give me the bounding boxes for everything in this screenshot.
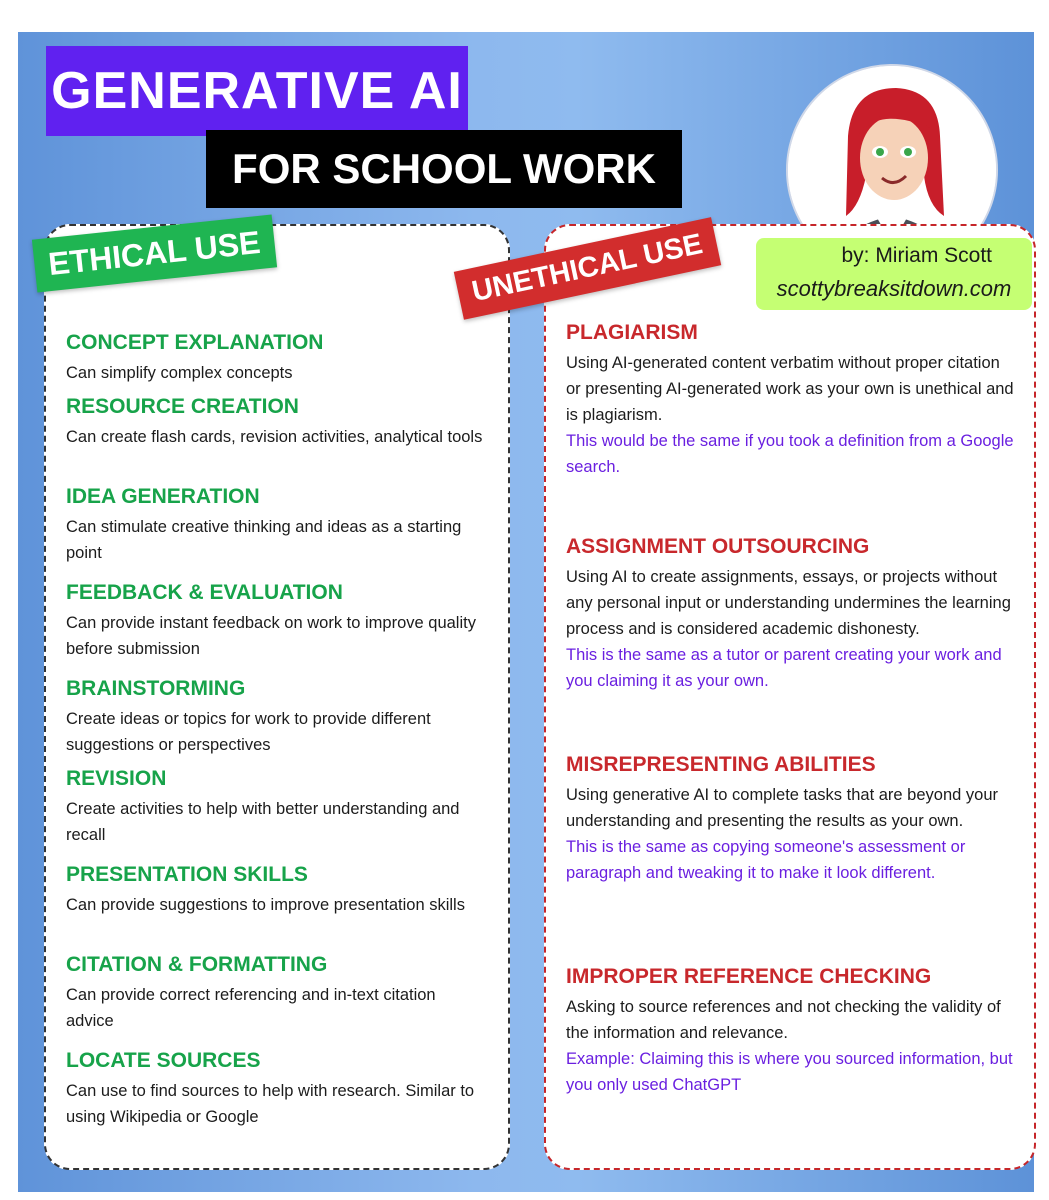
- item-heading: CITATION & FORMATTING: [66, 953, 328, 976]
- item-text: Can provide suggestions to improve presentation skills: [66, 896, 465, 914]
- list-item: [66, 676, 486, 766]
- item-text: Can simplify complex concepts: [66, 364, 293, 382]
- list-item: [66, 330, 486, 394]
- item-text: Using AI-generated content verbatim without proper citation or presenting AI-generated work as your own is unethical and is plagiarism.: [566, 354, 1014, 424]
- author-name: by: Miriam Scott: [841, 244, 992, 267]
- item-note: This would be the same if you took a definition from a Google search.: [566, 432, 1014, 476]
- list-item: [66, 394, 486, 484]
- item-heading: PRESENTATION SKILLS: [66, 863, 308, 886]
- item-note: This is the same as a tutor or parent creating your work and you claiming it as your own.: [566, 646, 1002, 690]
- item-heading: IMPROPER REFERENCE CHECKING: [566, 965, 932, 988]
- item-heading: LOCATE SOURCES: [66, 1049, 261, 1072]
- item-heading: ASSIGNMENT OUTSOURCING: [566, 535, 870, 558]
- item-heading: REVISION: [66, 767, 167, 790]
- list-item: [66, 862, 486, 952]
- item-text: Can provide correct referencing and in-text citation advice: [66, 986, 436, 1030]
- ethical-list: [66, 330, 486, 1138]
- item-text: Can use to find sources to help with research. Similar to using Wikipedia or Google: [66, 1082, 475, 1126]
- list-item: [566, 964, 1016, 1098]
- item-text: Using AI to create assignments, essays, or projects without any personal input or understanding undermines the learning process and is considered academic dishonesty.: [566, 568, 1011, 638]
- list-item: [566, 320, 1016, 534]
- list-item: [66, 484, 486, 580]
- item-heading: BRAINSTORMING: [66, 677, 246, 700]
- item-heading: FEEDBACK & EVALUATION: [66, 581, 343, 604]
- list-item: [66, 1048, 486, 1138]
- list-item: [66, 766, 486, 862]
- item-text: Asking to source references and not checking the validity of the information and relevance.: [566, 998, 1001, 1042]
- item-heading: PLAGIARISM: [566, 321, 698, 344]
- title-for-school-work: FOR SCHOOL WORK: [206, 130, 682, 208]
- item-note: Example: Claiming this is where you sourced information, but you only used ChatGPT: [566, 1050, 1013, 1094]
- item-heading: IDEA GENERATION: [66, 485, 260, 508]
- title-generative-ai: GENERATIVE AI: [46, 46, 468, 136]
- item-text: Can create flash cards, revision activities, analytical tools: [66, 428, 483, 446]
- list-item: [66, 952, 486, 1048]
- item-text: Create activities to help with better understanding and recall: [66, 800, 460, 844]
- item-heading: RESOURCE CREATION: [66, 395, 299, 418]
- item-note: This is the same as copying someone's assessment or paragraph and tweaking it to make it look different.: [566, 838, 966, 882]
- unethical-list: [566, 320, 1016, 1098]
- item-text: Can stimulate creative thinking and ideas as a starting point: [66, 518, 462, 562]
- ethical-use-tag: ETHICAL USE: [32, 215, 277, 293]
- unethical-use-tag: UNETHICAL USE: [454, 217, 721, 320]
- list-item: [566, 752, 1016, 964]
- item-text: Create ideas or topics for work to provide different suggestions or perspectives: [66, 710, 431, 754]
- item-heading: CONCEPT EXPLANATION: [66, 331, 324, 354]
- byline-box: [756, 238, 1032, 310]
- item-text: Using generative AI to complete tasks that are beyond your understanding and presenting the results as your own.: [566, 786, 998, 830]
- list-item: [566, 534, 1016, 752]
- item-text: Can provide instant feedback on work to improve quality before submission: [66, 614, 476, 658]
- item-heading: MISREPRESENTING ABILITIES: [566, 753, 876, 776]
- author-website: scottybreaksitdown.com: [776, 276, 1012, 301]
- list-item: [66, 580, 486, 676]
